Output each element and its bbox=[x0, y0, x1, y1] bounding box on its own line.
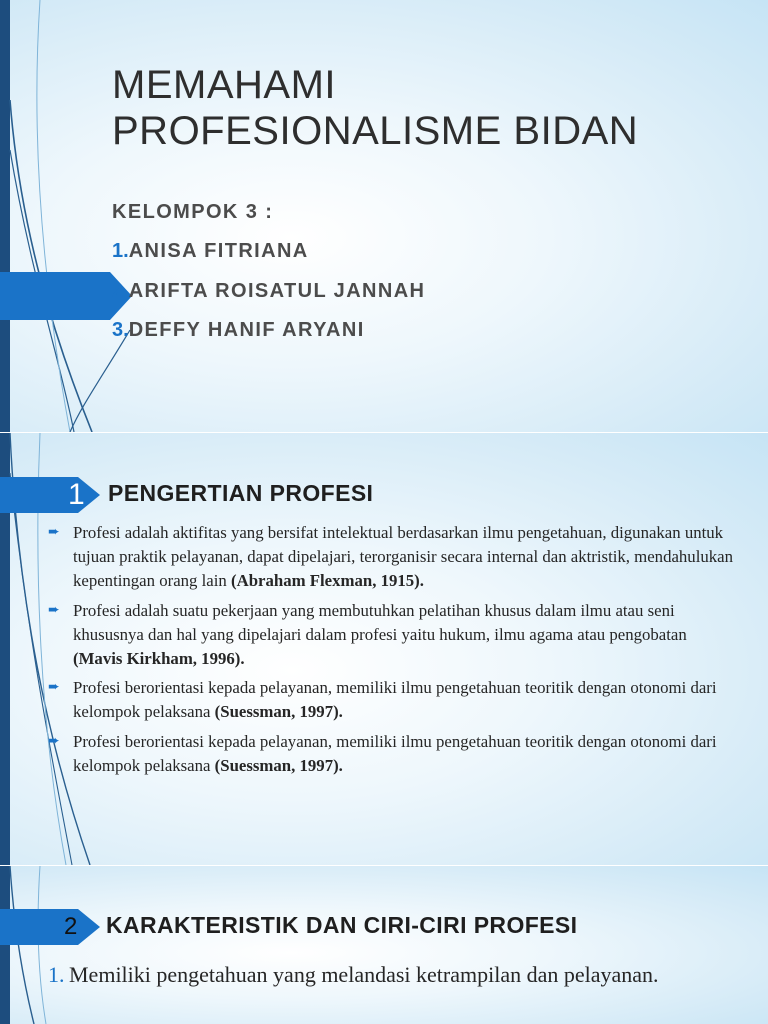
list-item bbox=[48, 521, 738, 594]
list-item bbox=[48, 959, 738, 991]
section-number: 2 bbox=[64, 913, 78, 940]
title-line-2: PROFESIONALISME BIDAN bbox=[112, 109, 639, 153]
citation: (Suessman, 1997). bbox=[214, 702, 343, 722]
definition-slide bbox=[0, 433, 768, 865]
section-number: 1 bbox=[68, 478, 85, 511]
member-number: 3. bbox=[112, 318, 129, 341]
arrow-bullet-icon: ➨ bbox=[48, 680, 60, 696]
member-number: 1. bbox=[112, 240, 129, 263]
arrow-bullet-icon: ➨ bbox=[48, 602, 60, 618]
definition-text: Profesi berorientasi kepada pelayanan, memiliki ilmu pengetahuan teoritik dengan otonomi dari kelompok pelaksana bbox=[73, 731, 717, 775]
citation: (Suessman, 1997). bbox=[214, 755, 343, 775]
member-name: DEFFY HANIF ARYANI bbox=[128, 318, 365, 341]
member-item bbox=[112, 311, 425, 350]
list-item bbox=[48, 599, 738, 672]
list-item bbox=[48, 730, 738, 778]
arrow-bullet-icon: ➨ bbox=[48, 733, 60, 749]
member-item bbox=[112, 232, 425, 271]
list-item bbox=[48, 676, 738, 724]
member-name: ANISA FITRIANA bbox=[128, 240, 309, 263]
definition-list bbox=[48, 521, 738, 783]
title-slide bbox=[0, 0, 768, 432]
definition-text: Profesi adalah suatu pekerjaan yang membutuhkan pelatihan khusus dalam ilmu atau seni khususnya dan hal yang dipelajari dalam profesi yaitu hukum, ilmu agama atau pengobatan bbox=[73, 600, 687, 644]
member-name: ARIFTA ROISATUL JANNAH bbox=[128, 279, 426, 302]
group-label: KELOMPOK 3 : bbox=[112, 201, 274, 223]
citation: (Abraham Flexman, 1915). bbox=[230, 571, 424, 591]
group-members-list bbox=[112, 193, 425, 350]
arrow-bullet-icon: ➨ bbox=[48, 525, 60, 540]
characteristics-slide bbox=[0, 866, 768, 1024]
member-item bbox=[112, 272, 425, 311]
characteristics-list bbox=[48, 959, 738, 991]
section-heading: PENGERTIAN PROFESI bbox=[108, 480, 374, 506]
item-number: 1. bbox=[48, 962, 65, 987]
presentation-title bbox=[112, 62, 638, 154]
definition-text: Profesi berorientasi kepada pelayanan, memiliki ilmu pengetahuan teoritik dengan otonomi dari kelompok pelaksana bbox=[73, 678, 717, 722]
member-number: 2. bbox=[112, 279, 129, 302]
decorative-curves bbox=[0, 866, 150, 1024]
title-line-1: MEMAHAMI bbox=[112, 63, 336, 107]
item-text: Memiliki pengetahuan yang melandasi ketrampilan dan pelayanan. bbox=[69, 962, 659, 987]
definition-text: Profesi adalah aktifitas yang bersifat intelektual berdasarkan ilmu pengetahuan, digunakan untuk tujuan praktik pelayanan, dapat dipelajari, terorganisir secara internal dan aktristik, mendahulukan kepentingan orang lain bbox=[73, 523, 733, 591]
citation: (Mavis Kirkham, 1996). bbox=[73, 649, 245, 669]
section-heading: KARAKTERISTIK DAN CIRI-CIRI PROFESI bbox=[106, 912, 578, 938]
